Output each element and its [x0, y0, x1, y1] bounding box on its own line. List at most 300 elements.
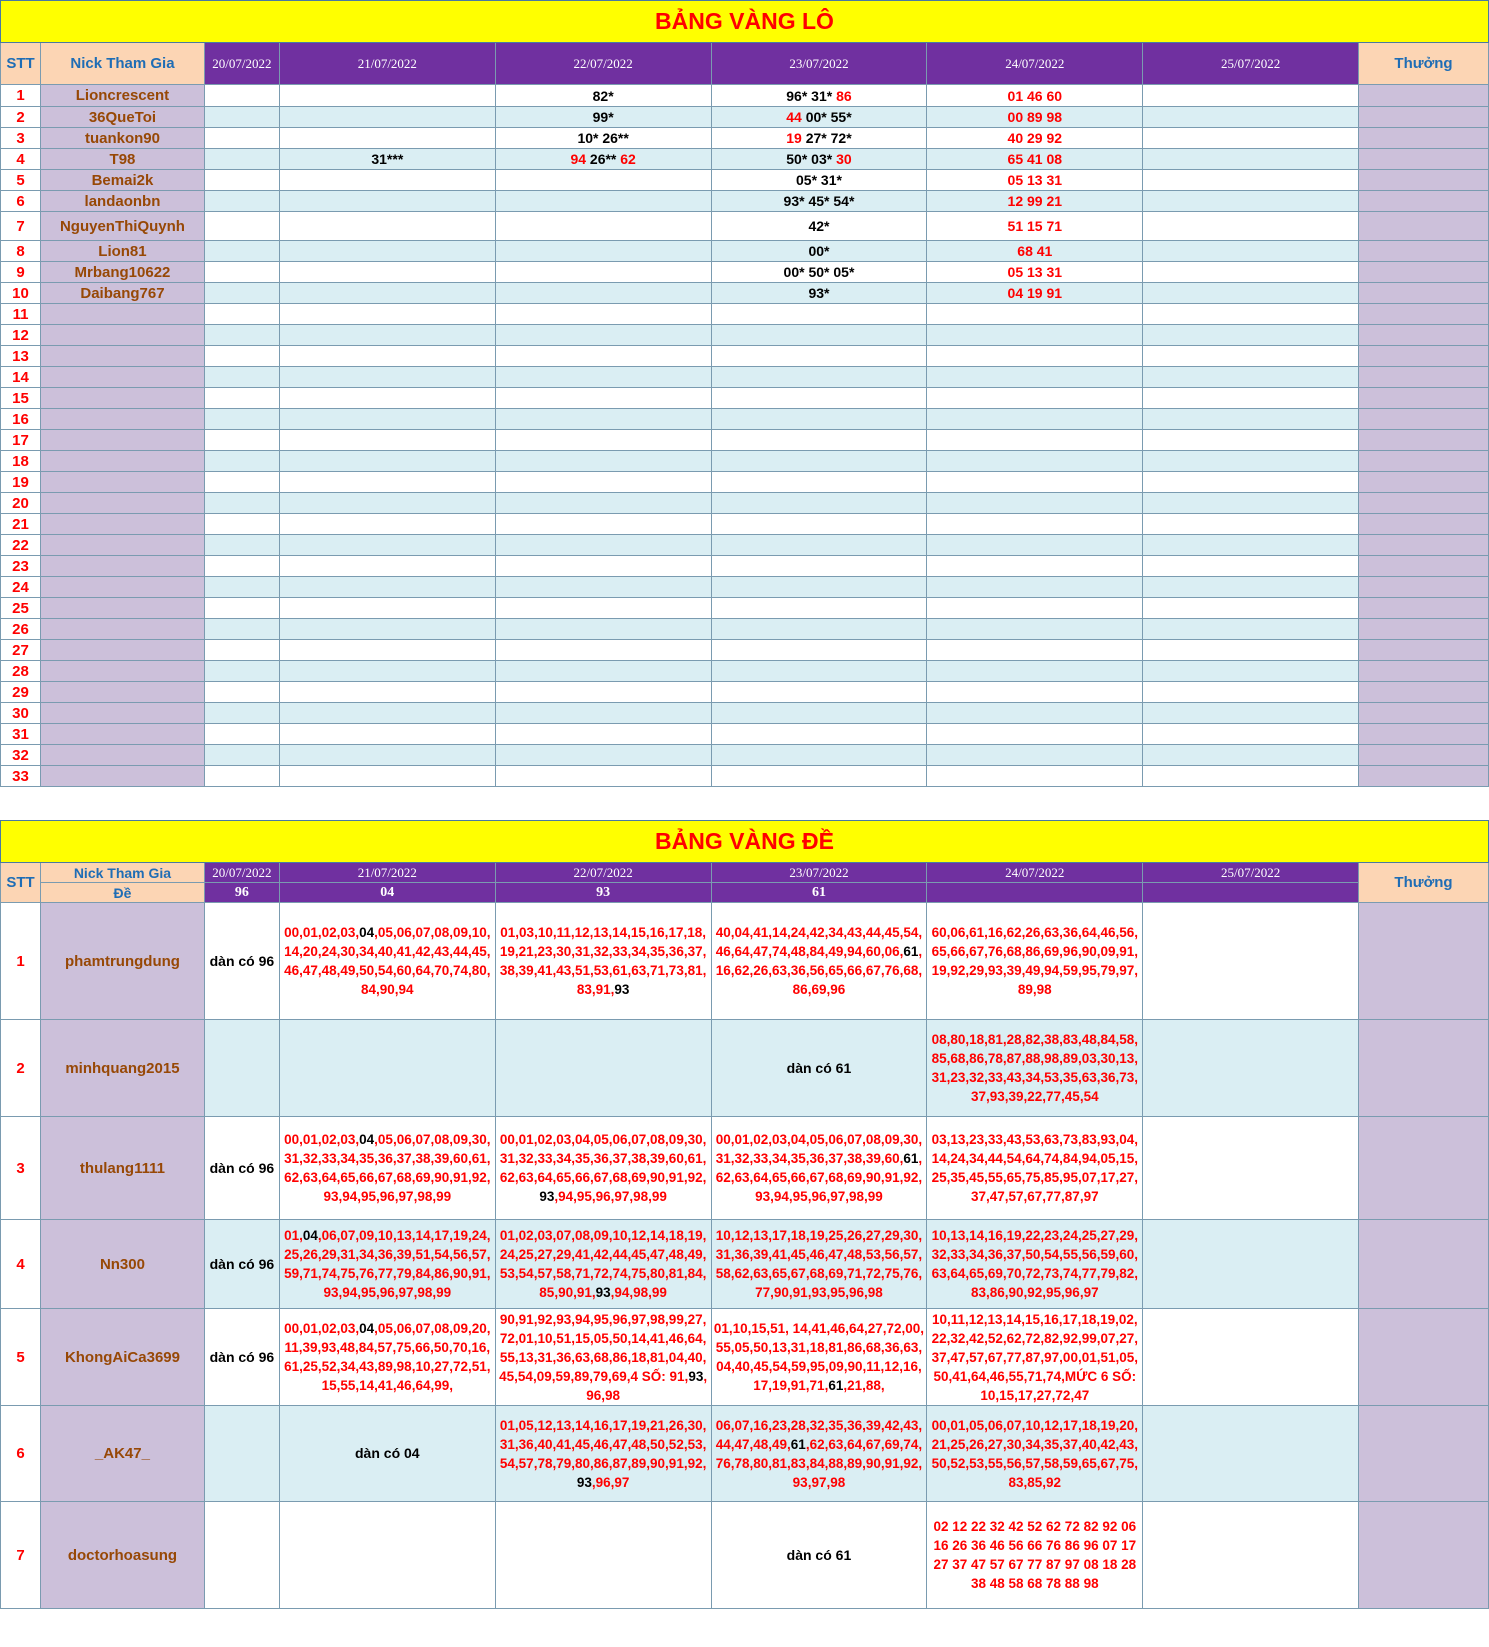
- lo-cell: [711, 745, 927, 766]
- lo-cell: [927, 283, 1143, 304]
- cell-text: 04: [302, 1228, 318, 1243]
- lo-cell: [204, 598, 279, 619]
- row-stt: 11: [1, 304, 41, 325]
- de-header-date: 23/07/2022: [711, 863, 927, 883]
- lo-row: [1, 409, 1489, 430]
- cell-text: 94: [570, 151, 590, 167]
- lo-row: [1, 661, 1489, 682]
- de-cell: [927, 1020, 1143, 1117]
- cell-text: 90,91,92,93,94,95,96,97,98,99,27,72,01,10,51,15,05,50,14,41,46,64,55,13,31,36,63,68,86,18,81,04,40,45,54,09,59,89,79,69,4 SỐ: 91,: [499, 1311, 707, 1384]
- lo-header-date: 24/07/2022: [927, 43, 1143, 85]
- de-cell: [495, 1502, 711, 1609]
- cell-text: 00,01,02,03,: [284, 1132, 360, 1147]
- cell-text: 10,13,14,16,19,22,23,24,25,27,29,32,33,34,36,37,50,54,55,56,59,60,63,64,65,69,70,72,73,74,77,79,82,83,86,90,92,95,96,97: [931, 1228, 1138, 1300]
- de-cell: [495, 903, 711, 1020]
- lo-cell: [495, 766, 711, 787]
- lo-row: [1, 128, 1489, 149]
- prize-cell: [1359, 388, 1489, 409]
- row-stt: 22: [1, 535, 41, 556]
- row-nick: phamtrungdung: [40, 903, 204, 1020]
- de-cell: [711, 1220, 927, 1309]
- cell-text: 00* 50* 05*: [783, 264, 855, 280]
- row-stt: 6: [1, 1406, 41, 1502]
- cell-text: 10,11,12,13,14,15,16,17,18,19,02,22,32,42,52,62,72,82,92,99,07,27,37,47,57,67,77,87,97,00,01,51,05,50,41,64,46,55,71,74,MỨC 6 SỐ: 10,15,17,27,72,47: [931, 1311, 1138, 1403]
- prize-cell: [1359, 745, 1489, 766]
- prize-cell: [1359, 661, 1489, 682]
- de-cell: [279, 1020, 495, 1117]
- row-nick: [40, 493, 204, 514]
- row-nick: [40, 346, 204, 367]
- de-cell: [1143, 1406, 1359, 1502]
- row-nick: doctorhoasung: [40, 1502, 204, 1609]
- lo-cell: [711, 682, 927, 703]
- de-cell: [927, 1406, 1143, 1502]
- de-result: 93: [495, 883, 711, 903]
- de-cell: [279, 903, 495, 1020]
- lo-cell: [204, 325, 279, 346]
- de-row: [1, 1406, 1489, 1502]
- lo-cell: [927, 661, 1143, 682]
- row-nick: [40, 325, 204, 346]
- lo-cell: [279, 304, 495, 325]
- row-stt: 15: [1, 388, 41, 409]
- cell-text: 99*: [592, 109, 614, 125]
- cell-text: 00,01,02,03,04,05,06,07,08,09,30,31,32,33,34,35,36,37,38,39,60,: [715, 1132, 923, 1166]
- lo-cell: [279, 212, 495, 241]
- lo-cell: [279, 367, 495, 388]
- lo-cell: [279, 745, 495, 766]
- lo-row: [1, 472, 1489, 493]
- lo-cell: [279, 283, 495, 304]
- cell-text: 12 99 21: [1007, 193, 1063, 209]
- lo-cell: [711, 170, 927, 191]
- de-cell: [1143, 903, 1359, 1020]
- row-stt: 24: [1, 577, 41, 598]
- row-stt: 8: [1, 241, 41, 262]
- lo-cell: [204, 85, 279, 107]
- prize-cell: [1359, 128, 1489, 149]
- lo-cell: [204, 724, 279, 745]
- cell-text: 93: [688, 1368, 704, 1384]
- row-stt: 1: [1, 85, 41, 107]
- prize-cell: [1359, 367, 1489, 388]
- cell-text: 01,05,12,13,14,16,17,19,21,26,30,31,36,40,41,45,46,47,48,50,52,53,54,57,78,79,80,86,87,89,90,91,92,: [499, 1417, 707, 1471]
- lo-cell: [204, 514, 279, 535]
- cell-text: dàn có 61: [786, 1059, 852, 1076]
- lo-cell: [495, 191, 711, 212]
- prize-cell: [1359, 724, 1489, 745]
- lo-cell: [927, 325, 1143, 346]
- prize-cell: [1359, 430, 1489, 451]
- lo-cell: [711, 598, 927, 619]
- prize-cell: [1359, 1309, 1489, 1406]
- lo-row: [1, 703, 1489, 724]
- prize-cell: [1359, 170, 1489, 191]
- cell-text: 93: [539, 1189, 555, 1204]
- lo-cell: [279, 535, 495, 556]
- lo-cell: [927, 85, 1143, 107]
- de-header-nick: Nick Tham Gia: [40, 863, 204, 883]
- row-nick: T98: [40, 149, 204, 170]
- de-header-date: 21/07/2022: [279, 863, 495, 883]
- lo-cell: [495, 598, 711, 619]
- lo-cell: [279, 724, 495, 745]
- prize-cell: [1359, 212, 1489, 241]
- cell-text: 10,12,13,17,18,19,25,26,27,29,30,31,36,39,41,45,46,47,48,53,56,57,58,62,63,65,67,68,69,71,72,75,76,77,90,91,93,95,96,98: [715, 1228, 923, 1300]
- row-stt: 3: [1, 1117, 41, 1220]
- cell-text: 40 29 92: [1007, 130, 1063, 146]
- de-header-date: 20/07/2022: [204, 863, 279, 883]
- cell-text: 00,01,05,06,07,10,12,17,18,19,20,21,25,26,27,30,34,35,37,40,42,43,50,52,53,55,56,57,58,59,65,67,75,83,85,92: [931, 1417, 1138, 1490]
- lo-header-stt: STT: [1, 43, 41, 85]
- prize-cell: [1359, 304, 1489, 325]
- prize-cell: [1359, 85, 1489, 107]
- lo-cell: [204, 766, 279, 787]
- row-stt: 33: [1, 766, 41, 787]
- lo-row: [1, 493, 1489, 514]
- lo-cell: [495, 430, 711, 451]
- lo-cell: [711, 703, 927, 724]
- lo-cell: [1143, 640, 1359, 661]
- lo-cell: [495, 619, 711, 640]
- row-nick: [40, 682, 204, 703]
- lo-cell: [711, 149, 927, 170]
- de-result: 96: [204, 883, 279, 903]
- lo-cell: [279, 640, 495, 661]
- lo-cell: [495, 128, 711, 149]
- prize-cell: [1359, 766, 1489, 787]
- lo-cell: [495, 682, 711, 703]
- lo-header-date: 22/07/2022: [495, 43, 711, 85]
- row-nick: landaonbn: [40, 191, 204, 212]
- lo-row: [1, 388, 1489, 409]
- lo-row: [1, 346, 1489, 367]
- lo-cell: [204, 346, 279, 367]
- lo-cell: [711, 325, 927, 346]
- lo-cell: [927, 149, 1143, 170]
- cell-text: 04 19 91: [1007, 285, 1063, 301]
- lo-cell: [204, 703, 279, 724]
- lo-cell: [279, 107, 495, 128]
- lo-cell: [204, 367, 279, 388]
- lo-row: [1, 367, 1489, 388]
- row-nick: [40, 703, 204, 724]
- cell-text: 31***: [371, 151, 404, 167]
- de-cell: [204, 1220, 279, 1309]
- lo-cell: [495, 388, 711, 409]
- lo-cell: [495, 556, 711, 577]
- lo-row: [1, 170, 1489, 191]
- lo-header-date: 20/07/2022: [204, 43, 279, 85]
- lo-cell: [204, 472, 279, 493]
- cell-text: 61: [790, 1436, 806, 1452]
- lo-cell: [495, 262, 711, 283]
- lo-row: [1, 85, 1489, 107]
- prize-cell: [1359, 451, 1489, 472]
- de-cell: [495, 1220, 711, 1309]
- cell-text: 05 13 31: [1007, 172, 1063, 188]
- lo-row: [1, 430, 1489, 451]
- lo-cell: [1143, 367, 1359, 388]
- cell-text: ,62,63,64,67,69,74,76,78,80,81,83,84,88,89,90,91,92,93,97,98: [715, 1436, 923, 1490]
- row-nick: [40, 619, 204, 640]
- cell-text: 86: [836, 87, 852, 104]
- lo-cell: [1143, 128, 1359, 149]
- lo-row: [1, 619, 1489, 640]
- lo-cell: [711, 367, 927, 388]
- lo-cell: [279, 388, 495, 409]
- row-stt: 14: [1, 367, 41, 388]
- lo-cell: [495, 241, 711, 262]
- prize-cell: [1359, 472, 1489, 493]
- lo-cell: [495, 472, 711, 493]
- prize-cell: [1359, 107, 1489, 128]
- row-nick: [40, 430, 204, 451]
- row-nick: Daibang767: [40, 283, 204, 304]
- cell-text: dàn có 96: [209, 1348, 275, 1365]
- prize-cell: [1359, 598, 1489, 619]
- lo-row: [1, 724, 1489, 745]
- row-nick: [40, 661, 204, 682]
- lo-cell: [711, 388, 927, 409]
- de-cell: [927, 903, 1143, 1020]
- row-nick: [40, 577, 204, 598]
- lo-cell: [279, 598, 495, 619]
- prize-cell: [1359, 1406, 1489, 1502]
- row-stt: 12: [1, 325, 41, 346]
- lo-cell: [495, 661, 711, 682]
- lo-cell: [711, 661, 927, 682]
- de-cell: [711, 1020, 927, 1117]
- de-header-date: 24/07/2022: [927, 863, 1143, 883]
- lo-cell: [711, 556, 927, 577]
- lo-cell: [204, 149, 279, 170]
- cell-text: 00,01,02,03,: [284, 1321, 360, 1336]
- row-nick: [40, 304, 204, 325]
- lo-cell: [1143, 283, 1359, 304]
- prize-cell: [1359, 1220, 1489, 1309]
- lo-row: [1, 241, 1489, 262]
- row-stt: 20: [1, 493, 41, 514]
- prize-cell: [1359, 1502, 1489, 1609]
- de-header-date: 22/07/2022: [495, 863, 711, 883]
- de-cell: [927, 1220, 1143, 1309]
- de-cell: [711, 1309, 927, 1406]
- de-cell: [495, 1117, 711, 1220]
- cell-text: 01,02,03,07,08,09,10,12,14,18,19,24,25,27,29,41,42,44,45,47,48,49,53,54,57,58,71,72,74,75,80,81,84,85,90,91,: [499, 1228, 707, 1300]
- lo-row: [1, 212, 1489, 241]
- lo-cell: [279, 682, 495, 703]
- row-nick: [40, 724, 204, 745]
- cell-text: 01,03,10,11,12,13,14,15,16,17,18,19,21,23,30,31,32,33,34,35,36,37,38,39,41,43,51,53,61,63,71,73,81,83,91,: [499, 925, 707, 997]
- de-row: [1, 1117, 1489, 1220]
- lo-cell: [495, 283, 711, 304]
- lo-cell: [279, 472, 495, 493]
- cell-text: ,16,62,26,63,36,56,65,66,67,76,68,86,69,96: [715, 944, 923, 997]
- prize-cell: [1359, 409, 1489, 430]
- lo-cell: [1143, 191, 1359, 212]
- lo-cell: [279, 409, 495, 430]
- lo-cell: [927, 241, 1143, 262]
- lo-cell: [1143, 149, 1359, 170]
- lo-cell: [927, 346, 1143, 367]
- de-cell: [1143, 1309, 1359, 1406]
- lo-cell: [711, 640, 927, 661]
- cell-text: dàn có 96: [209, 952, 275, 969]
- lo-cell: [711, 766, 927, 787]
- row-nick: Nn300: [40, 1220, 204, 1309]
- lo-cell: [495, 514, 711, 535]
- cell-text: 93: [595, 1285, 611, 1300]
- lo-cell: [495, 212, 711, 241]
- lo-row: [1, 535, 1489, 556]
- lo-cell: [927, 472, 1143, 493]
- lo-cell: [1143, 598, 1359, 619]
- lo-row: [1, 682, 1489, 703]
- lo-cell: [1143, 661, 1359, 682]
- de-cell: [711, 1502, 927, 1609]
- lo-cell: [495, 724, 711, 745]
- lo-row: [1, 514, 1489, 535]
- cell-text: 00*: [808, 243, 830, 259]
- cell-text: 44: [786, 109, 806, 125]
- lo-cell: [495, 640, 711, 661]
- lo-cell: [711, 451, 927, 472]
- prize-cell: [1359, 619, 1489, 640]
- row-stt: 2: [1, 107, 41, 128]
- lo-cell: [204, 212, 279, 241]
- lo-cell: [1143, 241, 1359, 262]
- lo-cell: [927, 766, 1143, 787]
- lo-cell: [927, 128, 1143, 149]
- lo-cell: [279, 430, 495, 451]
- de-cell: [279, 1117, 495, 1220]
- prize-cell: [1359, 191, 1489, 212]
- row-nick: [40, 451, 204, 472]
- lo-cell: [711, 107, 927, 128]
- lo-row: [1, 577, 1489, 598]
- row-nick: [40, 472, 204, 493]
- lo-cell: [204, 535, 279, 556]
- cell-text: dàn có 96: [209, 1159, 275, 1176]
- de-row: [1, 1220, 1489, 1309]
- row-stt: 3: [1, 128, 41, 149]
- lo-row: [1, 598, 1489, 619]
- row-nick: Mrbang10622: [40, 262, 204, 283]
- row-nick: Lion81: [40, 241, 204, 262]
- lo-cell: [204, 682, 279, 703]
- lo-cell: [204, 191, 279, 212]
- de-header-de: Đề: [40, 883, 204, 903]
- cell-text: 82*: [592, 87, 614, 104]
- cell-text: 04: [359, 1321, 375, 1336]
- lo-cell: [1143, 577, 1359, 598]
- de-cell: [1143, 1020, 1359, 1117]
- lo-cell: [711, 241, 927, 262]
- row-nick: [40, 514, 204, 535]
- prize-cell: [1359, 514, 1489, 535]
- row-stt: 26: [1, 619, 41, 640]
- row-stt: 31: [1, 724, 41, 745]
- row-nick: minhquang2015: [40, 1020, 204, 1117]
- lo-row: [1, 191, 1489, 212]
- lo-cell: [204, 556, 279, 577]
- row-nick: 36QueToi: [40, 107, 204, 128]
- lo-cell: [711, 85, 927, 107]
- row-stt: 28: [1, 661, 41, 682]
- de-title: BẢNG VÀNG ĐỀ: [1, 821, 1489, 863]
- lo-row: [1, 745, 1489, 766]
- prize-cell: [1359, 493, 1489, 514]
- row-nick: _AK47_: [40, 1406, 204, 1502]
- prize-cell: [1359, 1117, 1489, 1220]
- cell-text: 01,: [284, 1228, 303, 1243]
- lo-cell: [1143, 556, 1359, 577]
- cell-text: 08,80,18,81,28,82,38,83,48,84,58,85,68,86,78,87,88,98,89,03,30,13,31,23,32,33,43,34,53,35,63,36,73,37,93,39,22,77,45,54: [931, 1032, 1138, 1104]
- row-nick: [40, 409, 204, 430]
- lo-cell: [927, 703, 1143, 724]
- de-cell: [711, 1406, 927, 1502]
- lo-header-date: 25/07/2022: [1143, 43, 1359, 85]
- de-cell: [279, 1406, 495, 1502]
- lo-cell: [204, 493, 279, 514]
- lo-header-date: 21/07/2022: [279, 43, 495, 85]
- lo-cell: [1143, 514, 1359, 535]
- lo-cell: [1143, 535, 1359, 556]
- cell-text: ,05,06,07,08,09,20,11,39,93,48,84,57,75,66,50,70,16,61,25,52,34,43,89,98,10,27,72,51,15,55,14,41,46,64,99,: [284, 1321, 491, 1393]
- lo-cell: [711, 577, 927, 598]
- row-nick: KhongAiCa3699: [40, 1309, 204, 1406]
- cell-text: 93* 45* 54*: [783, 193, 855, 209]
- cell-text: 40,04,41,14,24,42,34,43,44,45,54,46,64,47,74,48,84,49,94,60,06,: [715, 925, 923, 959]
- row-stt: 30: [1, 703, 41, 724]
- cell-text: 62: [620, 151, 636, 167]
- lo-cell: [711, 283, 927, 304]
- cell-text: ,94,98,99: [610, 1285, 667, 1300]
- row-stt: 21: [1, 514, 41, 535]
- cell-text: 04: [359, 1132, 375, 1147]
- row-nick: [40, 535, 204, 556]
- lo-cell: [495, 577, 711, 598]
- lo-cell: [1143, 388, 1359, 409]
- lo-cell: [711, 535, 927, 556]
- prize-cell: [1359, 262, 1489, 283]
- lo-cell: [495, 745, 711, 766]
- lo-cell: [1143, 451, 1359, 472]
- row-stt: 5: [1, 1309, 41, 1406]
- lo-cell: [711, 262, 927, 283]
- lo-cell: [495, 304, 711, 325]
- lo-cell: [495, 107, 711, 128]
- lo-row: [1, 640, 1489, 661]
- lo-cell: [279, 661, 495, 682]
- cell-text: 00* 55*: [805, 109, 852, 125]
- lo-cell: [204, 577, 279, 598]
- row-stt: 16: [1, 409, 41, 430]
- lo-cell: [279, 514, 495, 535]
- prize-cell: [1359, 1020, 1489, 1117]
- lo-cell: [1143, 325, 1359, 346]
- lo-cell: [495, 346, 711, 367]
- lo-cell: [279, 766, 495, 787]
- cell-text: 02 12 22 32 42 52 62 72 82 92 06 16 26 36 46 56 66 76 86 96 07 17 27 37 47 57 67 77 87 97 08 18 28 38 48 58 68 78 88 98: [933, 1519, 1137, 1591]
- row-stt: 17: [1, 430, 41, 451]
- lo-cell: [711, 409, 927, 430]
- row-stt: 18: [1, 451, 41, 472]
- row-stt: 5: [1, 170, 41, 191]
- cell-text: 19: [786, 130, 806, 146]
- lo-cell: [1143, 766, 1359, 787]
